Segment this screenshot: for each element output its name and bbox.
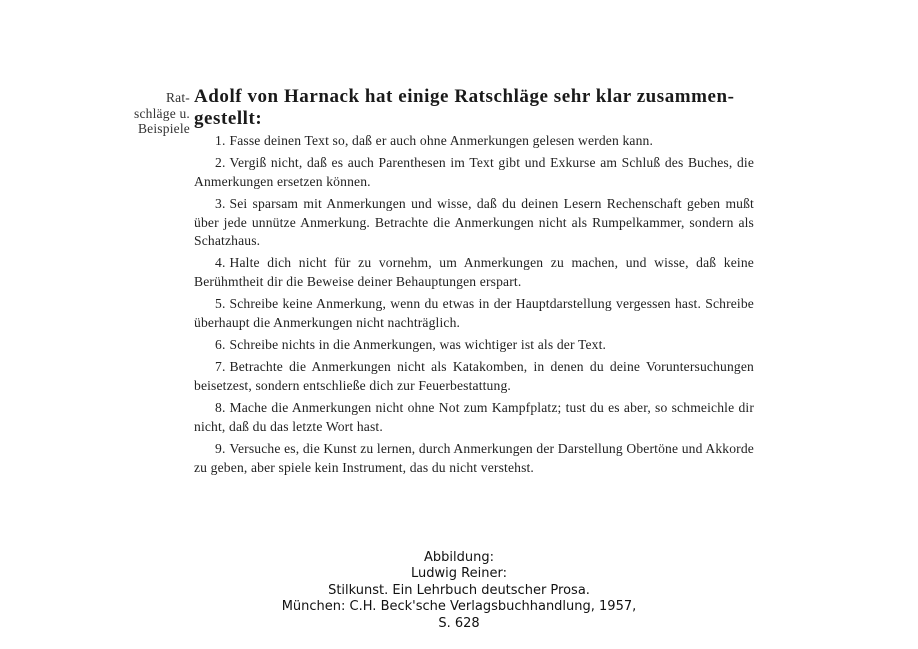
rule-number: 9. — [215, 441, 226, 457]
margin-note — [118, 90, 190, 137]
rule-text: Schreibe keine Anmerkung, wenn du etwas in der Hauptdarstellung vergessen hast. Schreibe überhaupt die Anmerkungen nicht nachträglich. — [194, 296, 754, 330]
caption-page: S. 628 — [438, 615, 480, 631]
rule-item — [194, 132, 754, 150]
caption-publisher: München: C.H. Beck'sche Verlagsbuchhandlung, 1957, — [281, 599, 637, 615]
rule-text: Sei sparsam mit Anmerkungen und wisse, daß du deinen Lesern Rechenschaft geben mußt über jede unnütze Anmerkung. Betrachte die Anmerkungen nicht als Rumpelkammer, sondern als Schatzhaus. — [194, 196, 754, 249]
rule-text: Fasse deinen Text so, daß er auch ohne Anmerkungen gelesen werden kann. — [229, 133, 654, 148]
margin-note-line-2: schläge u. — [134, 105, 190, 121]
page-heading — [194, 86, 750, 130]
rule-number: 1. — [215, 133, 226, 148]
heading-line-2: gestellt: — [194, 108, 263, 129]
rule-number: 3. — [215, 196, 226, 212]
rule-text: Schreibe nichts in die Anmerkungen, was wichtiger ist als der Text. — [229, 337, 607, 353]
heading-line-1: Adolf von Harnack hat einige Ratschläge sehr klar zusammen- — [194, 86, 735, 107]
rule-item — [194, 154, 754, 191]
caption-title: Stilkunst. Ein Lehrbuch deutscher Prosa. — [328, 582, 590, 598]
rule-item — [194, 440, 754, 477]
caption-author: Ludwig Reiner: — [411, 566, 507, 582]
rule-number: 2. — [215, 155, 226, 171]
rule-item — [194, 254, 754, 291]
rule-item — [194, 358, 754, 395]
rule-text: Vergiß nicht, daß es auch Parenthesen im Text gibt und Exkurse am Schluß des Buches, die Anmerkungen ersetzen können. — [194, 155, 754, 189]
margin-note-line-3: Beispiele — [137, 121, 190, 136]
rule-text: Versuche es, die Kunst zu lernen, durch Anmerkungen der Darstellung Obertöne und Akkorde zu geben, aber spiele kein Instrument, das du nicht verstehst. — [194, 441, 754, 475]
rule-number: 4. — [215, 255, 226, 271]
rule-item — [194, 399, 754, 436]
caption-label: Abbildung: — [424, 550, 494, 565]
rules-list — [194, 132, 754, 481]
rule-text: Betrachte die Anmerkungen nicht als Katakomben, in denen du deine Voruntersuchungen beisetzest, sondern entschließe dich zur Feuerbestattung. — [194, 359, 754, 393]
rule-number: 6. — [215, 337, 226, 353]
figure-caption — [0, 550, 918, 632]
rule-number: 8. — [215, 400, 226, 416]
rule-text: Mache die Anmerkungen nicht ohne Not zum Kampfplatz; tust du es aber, so schmeichle dir nicht, daß du das letzte Wort hast. — [194, 400, 754, 434]
rule-number: 5. — [215, 296, 226, 312]
rule-item — [194, 195, 754, 250]
rule-item — [194, 295, 754, 332]
rule-item — [194, 336, 754, 354]
margin-note-line-1: Rat- — [165, 90, 190, 105]
rule-text: Halte dich nicht für zu vornehm, um Anmerkungen zu machen, und wisse, daß keine Berühmtheit dir die Beweise deiner Behauptungen erspart. — [194, 255, 754, 289]
rule-number: 7. — [215, 359, 226, 375]
